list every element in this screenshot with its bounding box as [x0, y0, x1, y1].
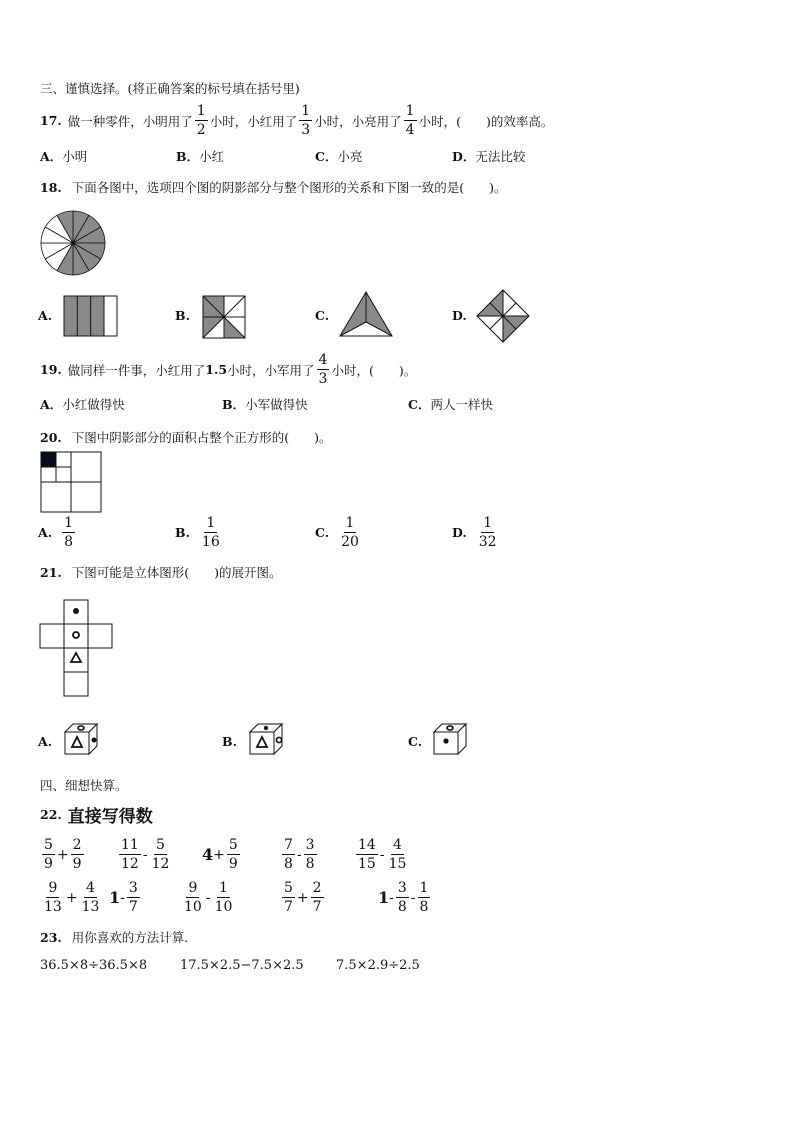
q19-frac: $\frac{4}{3}$ — [318, 352, 328, 387]
q22-item-8: $\frac{9}{10}$ - $\frac{1}{10}$ — [184, 880, 233, 915]
q22-header — [40, 802, 153, 827]
q19-text-3: 小时，( )。 — [331, 362, 417, 378]
q21-cube-net — [40, 600, 114, 696]
q21-text: 下图可能是立体图形( )的展开图。 — [71, 565, 282, 580]
q17-text-1: 做一种零件，小明用了 — [67, 113, 193, 129]
q21-stem — [40, 563, 282, 581]
q17-frac-2: $\frac{1}{3}$ — [301, 103, 311, 138]
q21-option-b-cube[interactable] — [250, 724, 286, 756]
q20-stem — [40, 428, 332, 446]
section3-title: 三、谨慎选择。(将正确答案的标号填在括号里) — [40, 81, 300, 96]
q22-item-6: $\frac{9}{13}$ + $\frac{4}{13}$ — [44, 880, 100, 915]
q19-option-b[interactable]: B．小军做得快 — [222, 397, 308, 412]
q18-option-c-figure[interactable] — [340, 292, 392, 338]
q17-text-4: 小时，( )的效率高。 — [418, 113, 554, 129]
q22-item-4: $\frac{7}{8}$ - $\frac{3}{8}$ — [284, 837, 315, 872]
q20-text: 下图中阴影部分的面积占整个正方形的( )。 — [71, 430, 332, 445]
q19-option-a[interactable]: A．小红做得快 — [40, 397, 125, 412]
q17-number: 17. — [40, 113, 62, 128]
q22-item-2: $\frac{11}{12}$ - $\frac{5}{12}$ — [121, 837, 170, 872]
q18-number: 18. — [40, 180, 62, 195]
q22-item-1: $\frac{5}{9}$ + $\frac{2}{9}$ — [44, 837, 82, 872]
q22-item-10: 1 - $\frac{3}{8}$ - $\frac{1}{8}$ — [378, 880, 429, 915]
q22-item-7: 1 - $\frac{3}{7}$ — [109, 880, 138, 915]
q19-value: 1.5 — [205, 362, 228, 377]
q18-option-d-label[interactable]: D. — [452, 308, 467, 323]
q19-stem — [40, 353, 416, 386]
q17-text-3: 小时，小亮用了 — [314, 113, 402, 129]
q18-option-a-figure[interactable] — [64, 296, 118, 336]
q23-expr-1: 36.5×8÷36.5×8 — [40, 958, 148, 973]
q21-option-a-cube[interactable] — [65, 724, 101, 756]
q21-option-a-label[interactable]: A. — [38, 734, 53, 749]
q20-square-figure — [41, 452, 101, 512]
q18-option-b-label[interactable]: B. — [175, 308, 190, 323]
q21-number: 21. — [40, 565, 62, 580]
q23-number: 23. — [40, 930, 62, 945]
q18-option-d-figure[interactable] — [477, 290, 529, 342]
q18-text: 下面各图中，选项四个图的阴影部分与整个图形的关系和下图一致的是( )。 — [71, 180, 507, 195]
q21-option-c-cube[interactable] — [434, 724, 470, 756]
q18-option-a-label[interactable]: A. — [38, 308, 53, 323]
q20-option-c[interactable]: C. $\frac{1}{20}$ — [315, 515, 359, 550]
q19-text-1: 做同样一件事，小红用了 — [67, 362, 206, 378]
q17-option-a[interactable]: A．小明 — [40, 149, 88, 164]
q20-option-d[interactable]: D. $\frac{1}{32}$ — [452, 515, 497, 550]
q19-number: 19. — [40, 362, 62, 377]
q23-text: 用你喜欢的方法计算. — [71, 930, 189, 945]
q23-stem — [40, 928, 188, 946]
q18-option-b-figure[interactable] — [203, 296, 245, 338]
q19-option-c[interactable]: C．两人一样快 — [408, 397, 493, 412]
q21-option-c-label[interactable]: C. — [408, 734, 423, 749]
q17-text-2: 小时，小红用了 — [209, 113, 298, 129]
q18-stem — [40, 178, 507, 196]
q18-option-c-label[interactable]: C. — [315, 308, 330, 323]
q19-text-2: 小时，小军用了 — [227, 362, 315, 378]
section4-title: 四、细想快算。 — [40, 778, 128, 793]
q17-option-c[interactable]: C．小亮 — [315, 149, 363, 164]
q18-reference-circle — [40, 210, 106, 276]
q17-option-d[interactable]: D．无法比较 — [452, 149, 526, 164]
q17-frac-3: $\frac{1}{4}$ — [405, 103, 415, 138]
q23-expr-3: 7.5×2.9÷2.5 — [336, 958, 420, 973]
q22-number: 22. — [40, 807, 62, 822]
q20-option-b[interactable]: B. $\frac{1}{16}$ — [175, 515, 220, 550]
q20-number: 20. — [40, 430, 62, 445]
q17-stem — [40, 104, 553, 137]
q22-item-3: 4 + $\frac{5}{9}$ — [202, 837, 238, 872]
q22-item-5: $\frac{14}{15}$ - $\frac{4}{15}$ — [358, 837, 407, 872]
q17-frac-1: $\frac{1}{2}$ — [196, 103, 206, 138]
q21-option-b-label[interactable]: B. — [222, 734, 237, 749]
q20-option-a[interactable]: A. $\frac{1}{8}$ — [38, 515, 73, 550]
q22-title: 直接写得数 — [67, 807, 153, 827]
q22-item-9: $\frac{5}{7}$ + $\frac{2}{7}$ — [284, 880, 322, 915]
q23-expr-2: 17.5×2.5−7.5×2.5 — [180, 958, 304, 973]
q17-option-b[interactable]: B．小红 — [176, 149, 225, 164]
